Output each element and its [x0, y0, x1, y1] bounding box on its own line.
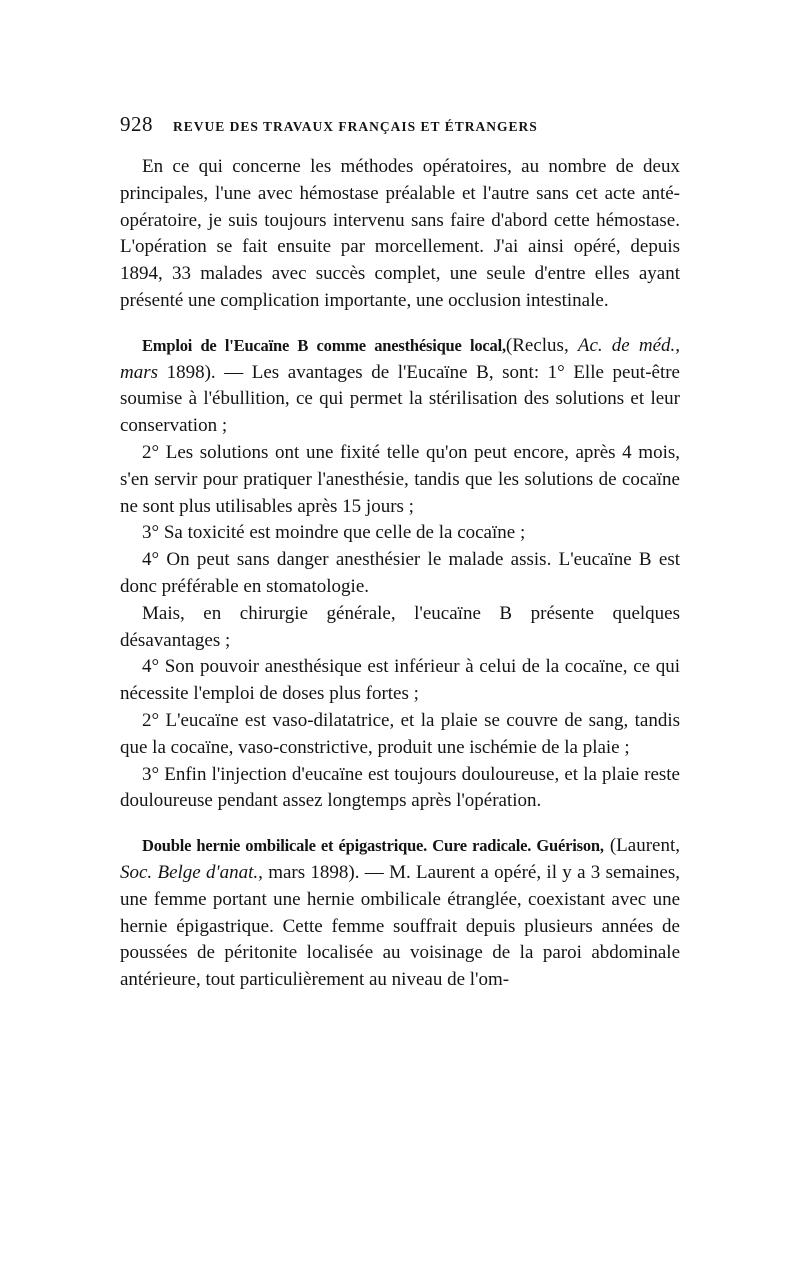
section-eucaine-lead: [120, 333, 680, 440]
section-eucaine: [120, 333, 680, 815]
page-number: 928: [120, 112, 153, 136]
section-eucaine-text: 1898). — Les avantages de l'Eucaïne B, sont: 1° Elle peut-être soumise à l'ébullition, ce qui permet la stérilisation des solutions et leur conservation ;: [120, 361, 680, 437]
eucaine-item-5: 4° Son pouvoir anesthésique est inférieur à celui de la cocaïne, ce qui nécessite l'emploi de doses plus fortes ;: [120, 656, 680, 705]
section-hernie: [120, 833, 680, 994]
section-hernie-text: mars 1898). — M. Laurent a opéré, il y a 3 semaines, une femme portant une hernie ombilicale étranglée, coexistant avec une hernie épigastrique. Cette femme souffrait depuis plusieurs années de poussées de péritonite localisée au voisinage de la paroi abdominale antérieure, tout particulièrement au niveau de l'om-: [120, 861, 681, 991]
section-eucaine-journal: Ac. de méd., mars: [120, 334, 680, 383]
intro-paragraph: En ce qui concerne les méthodes opératoires, au nombre de deux principales, l'une avec hémostase préalable et l'autre sans cet acte anté-opératoire, je suis toujours intervenu sans faire d'abord cette hémostase. L'opération se fait ensuite par morcellement. J'ai ainsi opéré, depuis 1894, 33 malades avec succès complet, une seule d'entre elles ayant présenté une complication importante, une occlusion intestinale.: [120, 156, 680, 311]
eucaine-item-6: 2° L'eucaïne est vaso-dilatatrice, et la plaie se couvre de sang, tandis que la cocaïne, vaso-constrictive, produit une ischémie de la plaie ;: [120, 709, 680, 758]
section-hernie-paragraph: [120, 833, 680, 994]
eucaine-item-7: 3° Enfin l'injection d'eucaïne est toujours douloureuse, et la plaie reste douloureuse pendant assez longtemps après l'opération.: [120, 763, 680, 812]
eucaine-item-4: Mais, en chirurgie générale, l'eucaïne B présente quelques désavantages ;: [120, 602, 680, 651]
running-head: [120, 112, 680, 148]
eucaine-item-2: 3° Sa toxicité est moindre que celle de la cocaïne ;: [142, 522, 526, 544]
section-hernie-ref-open: (Laurent,: [603, 835, 681, 857]
section-hernie-title: Double hernie ombilicale et épigastrique. Cure radicale. Guérison,: [142, 836, 604, 856]
section-hernie-journal: Soc. Belge d'anat.,: [120, 861, 263, 883]
eucaine-item-3: 4° On peut sans danger anesthésier le malade assis. L'eucaïne B est donc préférable en stomatologie.: [120, 549, 680, 597]
section-eucaine-title: Emploi de l'Eucaïne B comme anesthésique local,: [142, 335, 506, 355]
eucaine-item-1: 2° Les solutions ont une fixité telle qu'on peut encore, après 4 mois, s'en servir pour pratiquer l'anesthésie, tandis que les solutions de cocaïne ne sont plus utilisables après 15 jours ;: [120, 441, 680, 517]
journal-title: REVUE DES TRAVAUX FRANÇAIS ET ÉTRANGERS: [173, 119, 538, 134]
document-page: [120, 112, 680, 994]
section-eucaine-ref-open: (Reclus,: [505, 334, 578, 356]
